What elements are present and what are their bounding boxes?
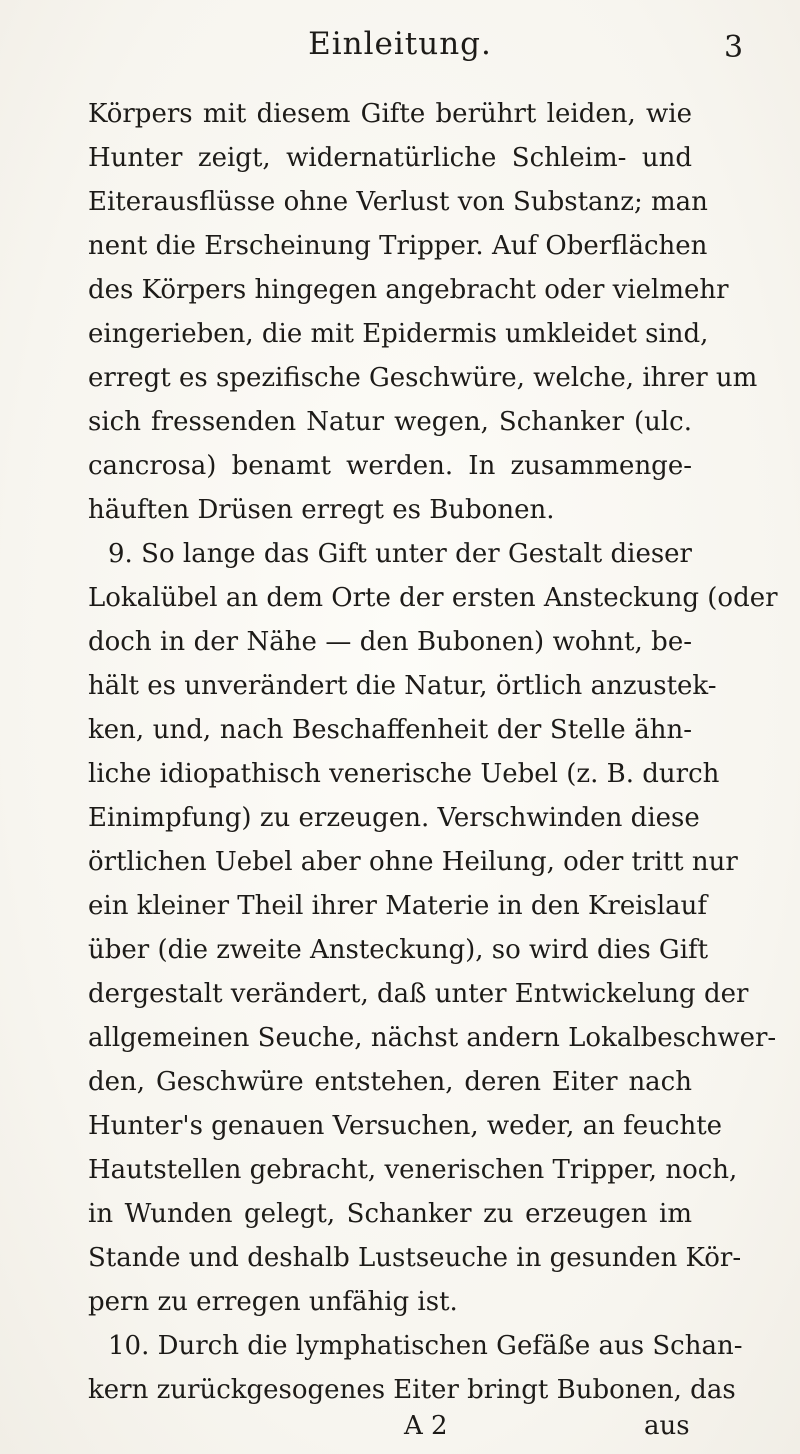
text-line: ken, und, nach Beschaffenheit der Stelle ähn- [88,715,692,745]
paragraph-10-start: 10. Durch die lymphatischen Gefäße aus Schan- [108,1331,743,1361]
text-line: sich fressenden Natur wegen, Schanker (ulc. [88,407,692,437]
text-line: örtlichen Uebel aber ohne Heilung, oder tritt nur [88,847,738,877]
catchword: aus [644,1411,690,1441]
page-footer [0,1406,800,1446]
paragraph-9-start: 9. So lange das Gift unter der Gestalt dieser [108,539,692,569]
text-line: Eiterausflüsse ohne Verlust von Substanz; man [88,187,708,217]
text-line: den, Geschwüre entstehen, deren Eiter nach [88,1067,692,1097]
printer-signature: A 2 [404,1411,448,1441]
text-line: Hunter's genauen Versuchen, weder, an feuchte [88,1111,723,1141]
text-line: häuften Drüsen erregt es Bubonen. [88,495,555,525]
text-line: dergestalt verändert, daß unter Entwickelung der [88,979,749,1009]
text-line: Stande und deshalb Lustseuche in gesunden Kör- [88,1243,742,1273]
text-line: cancrosa) benamt werden. In zusammenge- [88,451,692,481]
text-line: hält es unverändert die Natur, örtlich anzustek- [88,671,717,701]
text-line: Hautstellen gebracht, venerischen Tripper, noch, [88,1155,738,1185]
chapter-title: Einleitung. [308,26,492,62]
text-line: pern zu erregen unfähig ist. [88,1287,458,1317]
page-number: 3 [724,30,744,65]
text-line: in Wunden gelegt, Schanker zu erzeugen im [88,1199,692,1229]
text-line: Hunter zeigt, widernatürliche Schleim- und [88,143,692,173]
text-line: eingerieben, die mit Epidermis umkleidet sind, [88,319,709,349]
running-head [0,18,800,74]
text-line: erregt es spezifische Geschwüre, welche, ihrer um [88,363,758,393]
body-text [88,92,778,1412]
text-line: über (die zweite Ansteckung), so wird dies Gift [88,935,709,965]
text-line: Lokalübel an dem Orte der ersten Ansteckung (oder [88,583,778,613]
text-line: liche idiopathisch venerische Uebel (z. B. durch [88,759,720,789]
text-line: kern zurückgesogenes Eiter bringt Bubonen, das [88,1375,736,1405]
text-line: ein kleiner Theil ihrer Materie in den Kreislauf [88,891,708,921]
text-line: doch in der Nähe — den Bubonen) wohnt, be- [88,627,692,657]
text-line: nent die Erscheinung Tripper. Auf Oberflächen [88,231,708,261]
text-line: Einimpfung) zu erzeugen. Verschwinden diese [88,803,700,833]
text-line: des Körpers hingegen angebracht oder vielmehr [88,275,729,305]
text-line: allgemeinen Seuche, nächst andern Lokalbeschwer- [88,1023,777,1053]
text-line: Körpers mit diesem Gifte berührt leiden, wie [88,99,692,129]
